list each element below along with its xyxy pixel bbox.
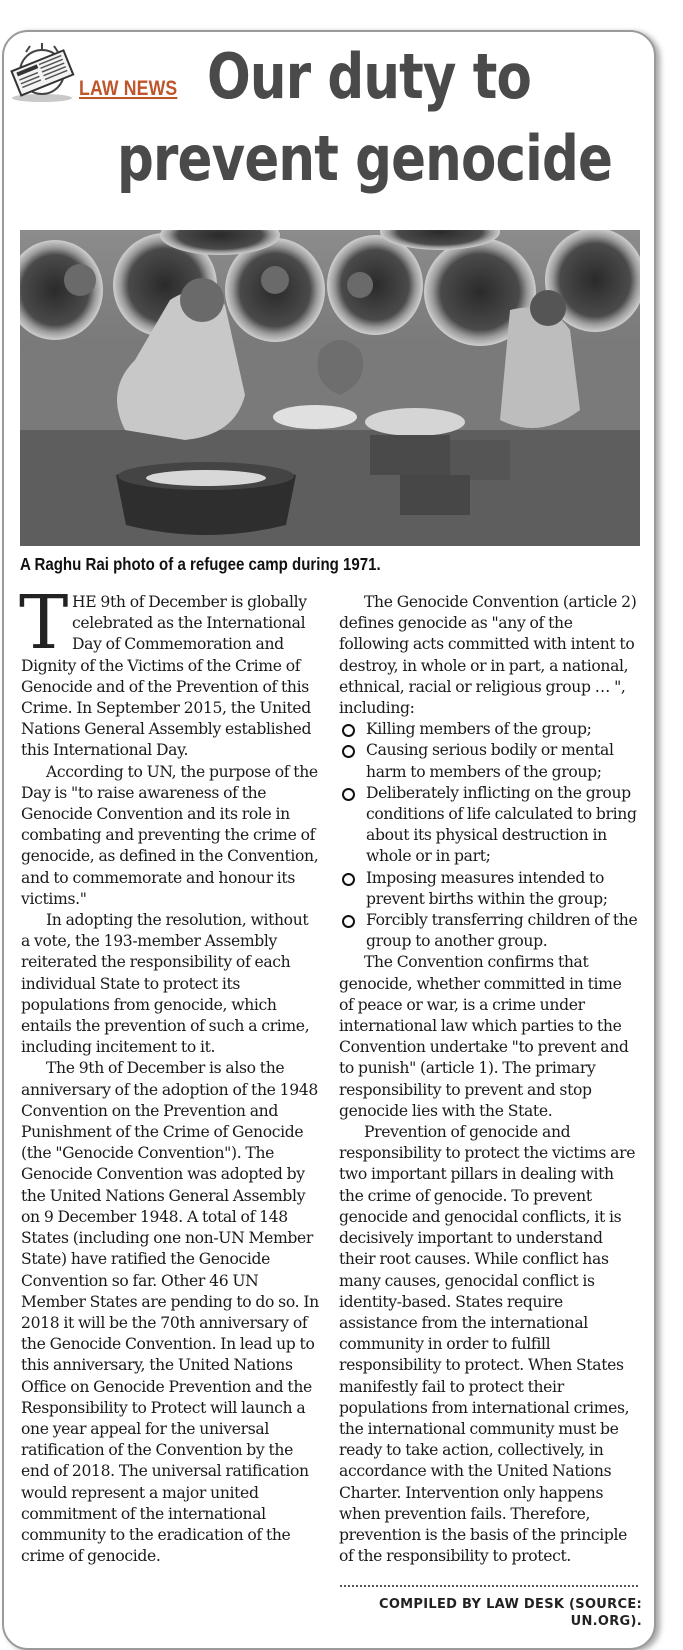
list-item: Deliberately inflicting on the group conditions of life calculated to bring about its physical destruction in whole or in part;	[339, 783, 639, 868]
photo-caption: A Raghu Rai photo of a refugee camp during 1971.	[20, 554, 381, 574]
list-item: Killing members of the group;	[339, 719, 639, 740]
headline-line-2: prevent genocide	[117, 122, 613, 195]
paragraph-1	[19, 580, 319, 762]
article-column-right	[339, 592, 639, 1567]
paragraph-7: Prevention of genocide and responsibility to protect the victims are two important pillars in dealing with the crime of genocide. To prevent genocide and genocidal conflicts, it is decisively important to understand their root causes. While conflict has many causes, genocidal conflict is identity-based. States require assistance from the international community in order to fulfill responsibility to protect. When States manifestly fail to protect their populations from international crimes, the international community must be ready to take action, collectively, in accordance with the United Nations Charter. Intervention only happens when prevention fails. Therefore, prevention is the basis of the principle of the responsibility to protect.	[339, 1123, 636, 1566]
paragraph-6: The Convention confirms that genocide, whether committed in time of peace or war, is a crime under international law which parties to the Convention undertake "to prevent and to punish" (article 1). The primary responsibility to prevent and stop genocide lies with the State.	[339, 953, 629, 1120]
paragraph-2: According to UN, the purpose of the Day is "to raise awareness of the Genocide Convention and its role in combating and preventing the crime of genocide, as defined in the Convention, and to commemorate and honour its victims."	[21, 762, 319, 908]
refugee-camp-photo	[20, 230, 640, 546]
genocide-acts-list	[339, 719, 639, 952]
drop-cap: T	[19, 580, 69, 666]
paragraph-4: The 9th of December is also the anniversary of the adoption of the 1948 Convention on the Prevention and Punishment of the Crime of Genocide (the "Genocide Convention"). The Genocide Convention was adopted by the United Nations General Assembly on 9 December 1948. A total of 148 States (including one non-UN Member State) have ratified the Genocide Convention so far. Other 46 UN Member States are pending to do so. In 2018 it will be the 70th anniversary of the Genocide Convention. In lead up to this anniversary, the United Nations Office on Genocide Prevention and the Responsibility to Protect will launch a one year appeal for the universal ratification of the Convention by the end of 2018. The universal ratification would represent a major united commitment of the international community to the eradication of the crime of genocide.	[21, 1059, 319, 1566]
paragraph-1-text: HE 9th of December is globally celebrated as the International Day of Commemoration and Dignity of the Victims of the Crime of Genocide and of the Prevention of this Crime. In September 2015, the United Nations General Assembly established this International Day.	[21, 593, 312, 760]
article-column-left	[19, 580, 319, 1567]
newspaper-icon	[8, 42, 76, 104]
paragraph-5: The Genocide Convention (article 2) defines genocide as "any of the following acts committed with intent to destroy, in whole or in part, a national, ethnical, racial or religious group … ", including:	[339, 593, 637, 718]
headline-line-1: Our duty to	[207, 40, 532, 113]
dotted-divider	[340, 1585, 638, 1587]
section-label: LAW NEWS	[79, 77, 178, 100]
paragraph-3: In adopting the resolution, without a vote, the 193-member Assembly reiterated the responsibility of each individual State to protect its populations from genocide, which entails the prevention of such a crime, including incitement to it.	[21, 911, 310, 1057]
source-credit: COMPILED BY LAW DESK (SOURCE: UN.ORG).	[378, 1597, 642, 1629]
list-item: Imposing measures intended to prevent births within the group;	[339, 868, 639, 910]
list-item: Causing serious bodily or mental harm to members of the group;	[339, 740, 639, 782]
list-item: Forcibly transferring children of the group to another group.	[339, 910, 639, 952]
